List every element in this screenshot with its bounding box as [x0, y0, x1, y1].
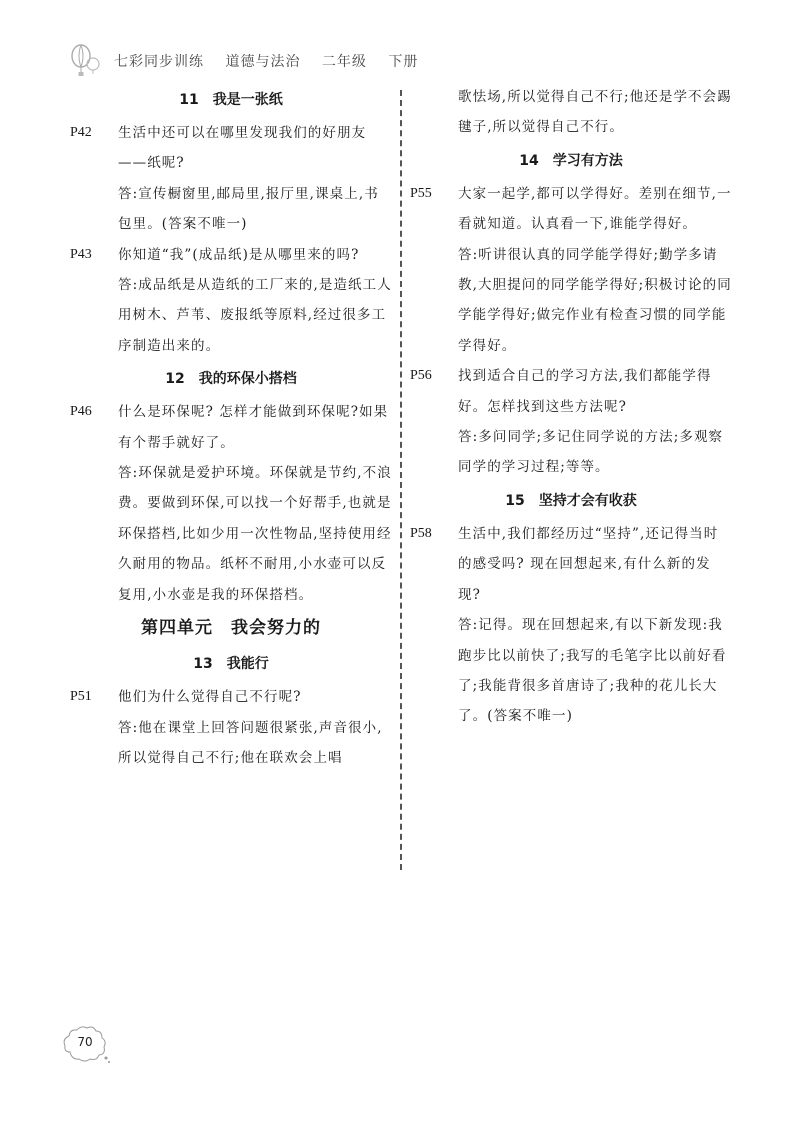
question-text: 他们为什么觉得自己不行呢? [118, 689, 302, 706]
qa-block [410, 361, 732, 483]
page-ref: P46 [70, 404, 92, 420]
question-text: 找到适合自己的学习方法,我们都能学得好。怎样找到这些方法呢? [458, 368, 712, 415]
section-heading: 13 我能行 [193, 656, 269, 673]
answer-text: 答:多问同学;多记住同学说的方法;多观察同学的学习过程;等等。 [458, 429, 724, 476]
answer-text: 歌怯场,所以觉得自己不行;他还是学不会踢毽子,所以觉得自己不行。 [458, 89, 732, 136]
qa-block [410, 179, 732, 361]
question-text: 你知道“我”(成品纸)是从哪里来的吗? [118, 246, 360, 263]
page-number: 70 [77, 1035, 93, 1049]
section-heading: 15 坚持才会有收获 [505, 492, 637, 509]
grade-label: 二年级 [321, 54, 367, 70]
qa-block [410, 519, 732, 732]
unit-heading: 第四单元 我会努力的 [141, 618, 321, 639]
answer-text: 答:成品纸是从造纸的工厂来的,是造纸工人用树木、芦苇、废报纸等原料,经过很多工序制造出来的。 [118, 277, 392, 354]
page-header [68, 44, 434, 78]
left-column [70, 82, 392, 773]
header-text [114, 51, 434, 71]
balloon-icon [68, 44, 102, 78]
page-ref: P42 [70, 125, 92, 140]
right-column [410, 82, 732, 732]
volume-label: 下册 [388, 54, 419, 70]
answer-text: 答:听讲很认真的同学能学得好;勤学多请教,大胆提问的同学能学得好;积极讨论的同学能学得好;做完作业有检查习惯的同学能学得好。 [458, 246, 732, 354]
answer-text: 答:宣传橱窗里,邮局里,报厅里,课桌上,书包里。(答案不唯一) [118, 185, 379, 233]
question-text: 什么是环保呢? 怎样才能做到环保呢?如果有个帮手就好了。 [118, 404, 389, 451]
page-ref: P43 [70, 246, 92, 262]
page-ref: P55 [410, 185, 432, 201]
page-footer [60, 1022, 112, 1068]
qa-block [70, 118, 392, 240]
section-heading: 11 我是一张纸 [179, 92, 283, 108]
page-ref: P51 [70, 689, 92, 705]
section-heading: 14 学习有方法 [519, 152, 623, 169]
qa-block [70, 682, 392, 773]
column-divider [400, 90, 402, 870]
section-heading: 12 我的环保小搭档 [165, 371, 297, 388]
answer-text: 答:他在课堂上回答问题很紧张,声音很小,所以觉得自己不行;他在联欢会上唱 [118, 719, 383, 766]
question-text: 生活中还可以在哪里发现我们的好朋友——纸呢? [118, 125, 367, 172]
qa-block [70, 397, 392, 610]
qa-block [410, 82, 732, 143]
answer-text: 答:记得。现在回想起来,有以下新发现:我跑步比以前快了;我写的毛笔字比以前好看了;我能背很多首唐诗了;我种的花儿长大了。(答案不唯一) [458, 617, 727, 725]
page-ref: P58 [410, 525, 432, 541]
series-title: 七彩同步训练 [114, 54, 204, 70]
qa-block [70, 240, 392, 362]
question-text: 生活中,我们都经历过“坚持”,还记得当时的感受吗? 现在回想起来,有什么新的发现? [458, 525, 719, 603]
answer-text: 答:环保就是爱护环境。环保就是节约,不浪费。要做到环保,可以找一个好帮手,也就是环保搭档,比如少用一次性物品,坚持使用经久耐用的物品。纸杯不耐用,小水壶可以反复用,小水壶是我的环保搭档。 [118, 465, 392, 603]
question-text: 大家一起学,都可以学得好。差别在细节,一看就知道。认真看一下,谁能学得好。 [458, 185, 732, 233]
subject-title: 道德与法治 [225, 54, 301, 70]
page-ref: P56 [410, 368, 432, 384]
